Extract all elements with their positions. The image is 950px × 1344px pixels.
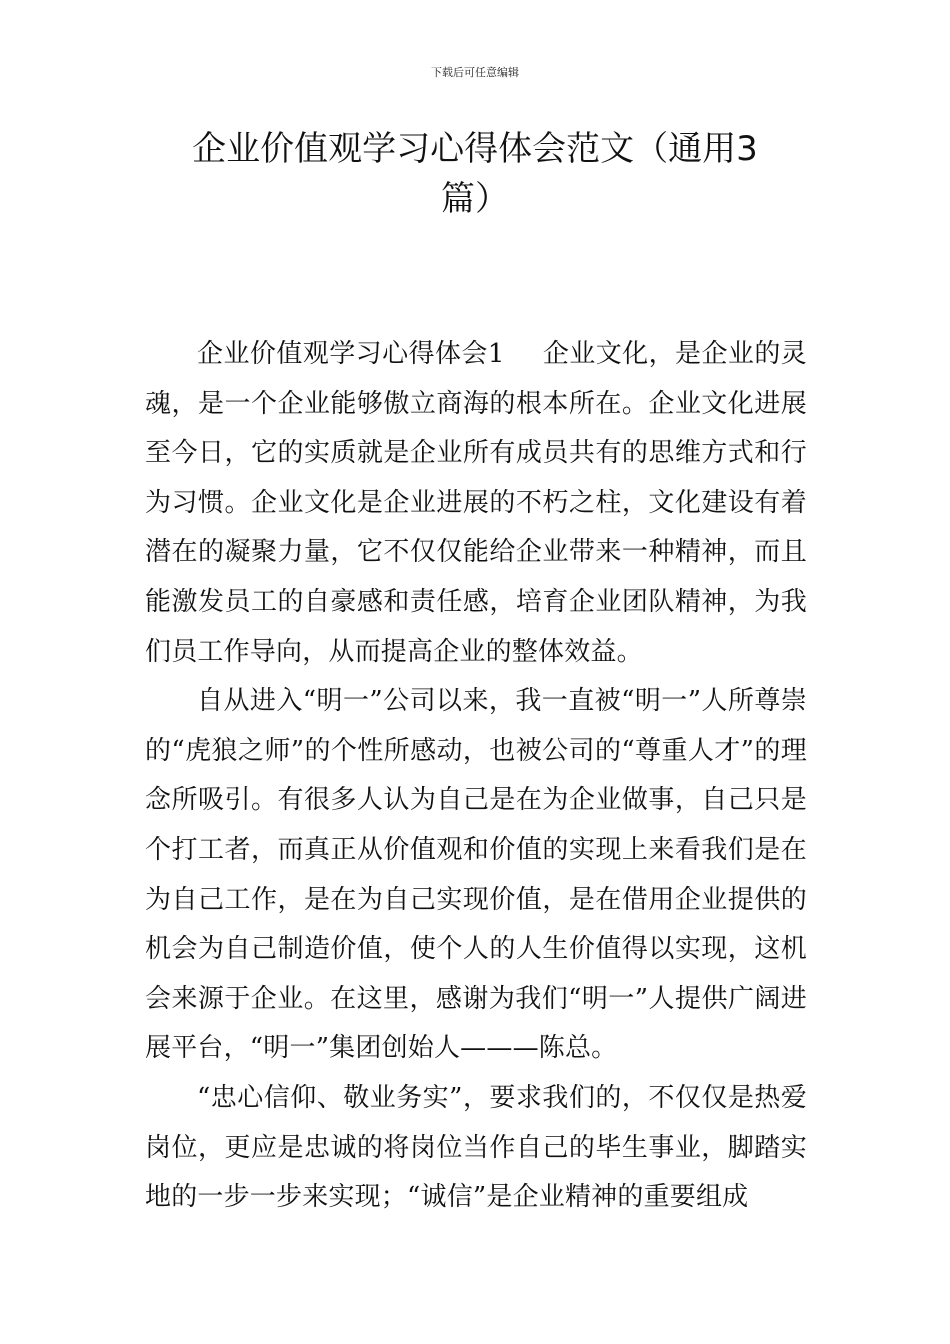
paragraph-1 <box>145 330 807 677</box>
document-body <box>145 330 807 1223</box>
title-line-1: 企业价值观学习心得体会范文（通用3 <box>192 129 758 169</box>
header-note: 下载后可任意编辑 <box>431 66 519 79</box>
title-line-2: 篇） <box>441 179 509 219</box>
paragraph-3: “忠心信仰、敬业务实”，要求我们的，不仅仅是热爱岗位，更应是忠诚的将岗位当作自己的毕生事业，脚踏实地的一步一步来实现；“诚信”是企业精神的重要组成 <box>145 1082 807 1213</box>
section-heading: 企业价值观学习心得体会1 <box>197 339 505 369</box>
document-title <box>150 124 800 224</box>
paragraph-1-text: 企业文化，是企业的灵魂，是一个企业能够傲立商海的根本所在。企业文化进展至今日，它的实质就是企业所有成员共有的思维方式和行为习惯。企业文化是企业进展的不朽之柱，文化建设有着潜在的凝聚力量，它不仅仅能给企业带来一种精神，而且能激发员工的自豪感和责任感，培育企业团队精神，为我们员工作导向，从而提高企业的整体效益。 <box>145 339 807 667</box>
paragraph-2: 自从进入“明一”公司以来，我一直被“明一”人所尊崇的“虎狼之师”的个性所感动，也被公司的“尊重人才”的理念所吸引。有很多人认为自己是在为企业做事，自己只是个打工者，而真正从价值观和价值的实现上来看我们是在为自己工作，是在为自己实现价值，是在借用企业提供的机会为自己制造价值，使个人的人生价值得以实现，这机会来源于企业。在这里，感谢为我们“明一”人提供广阔进展平台，“明一”集团创始人———陈总。 <box>145 686 807 1064</box>
